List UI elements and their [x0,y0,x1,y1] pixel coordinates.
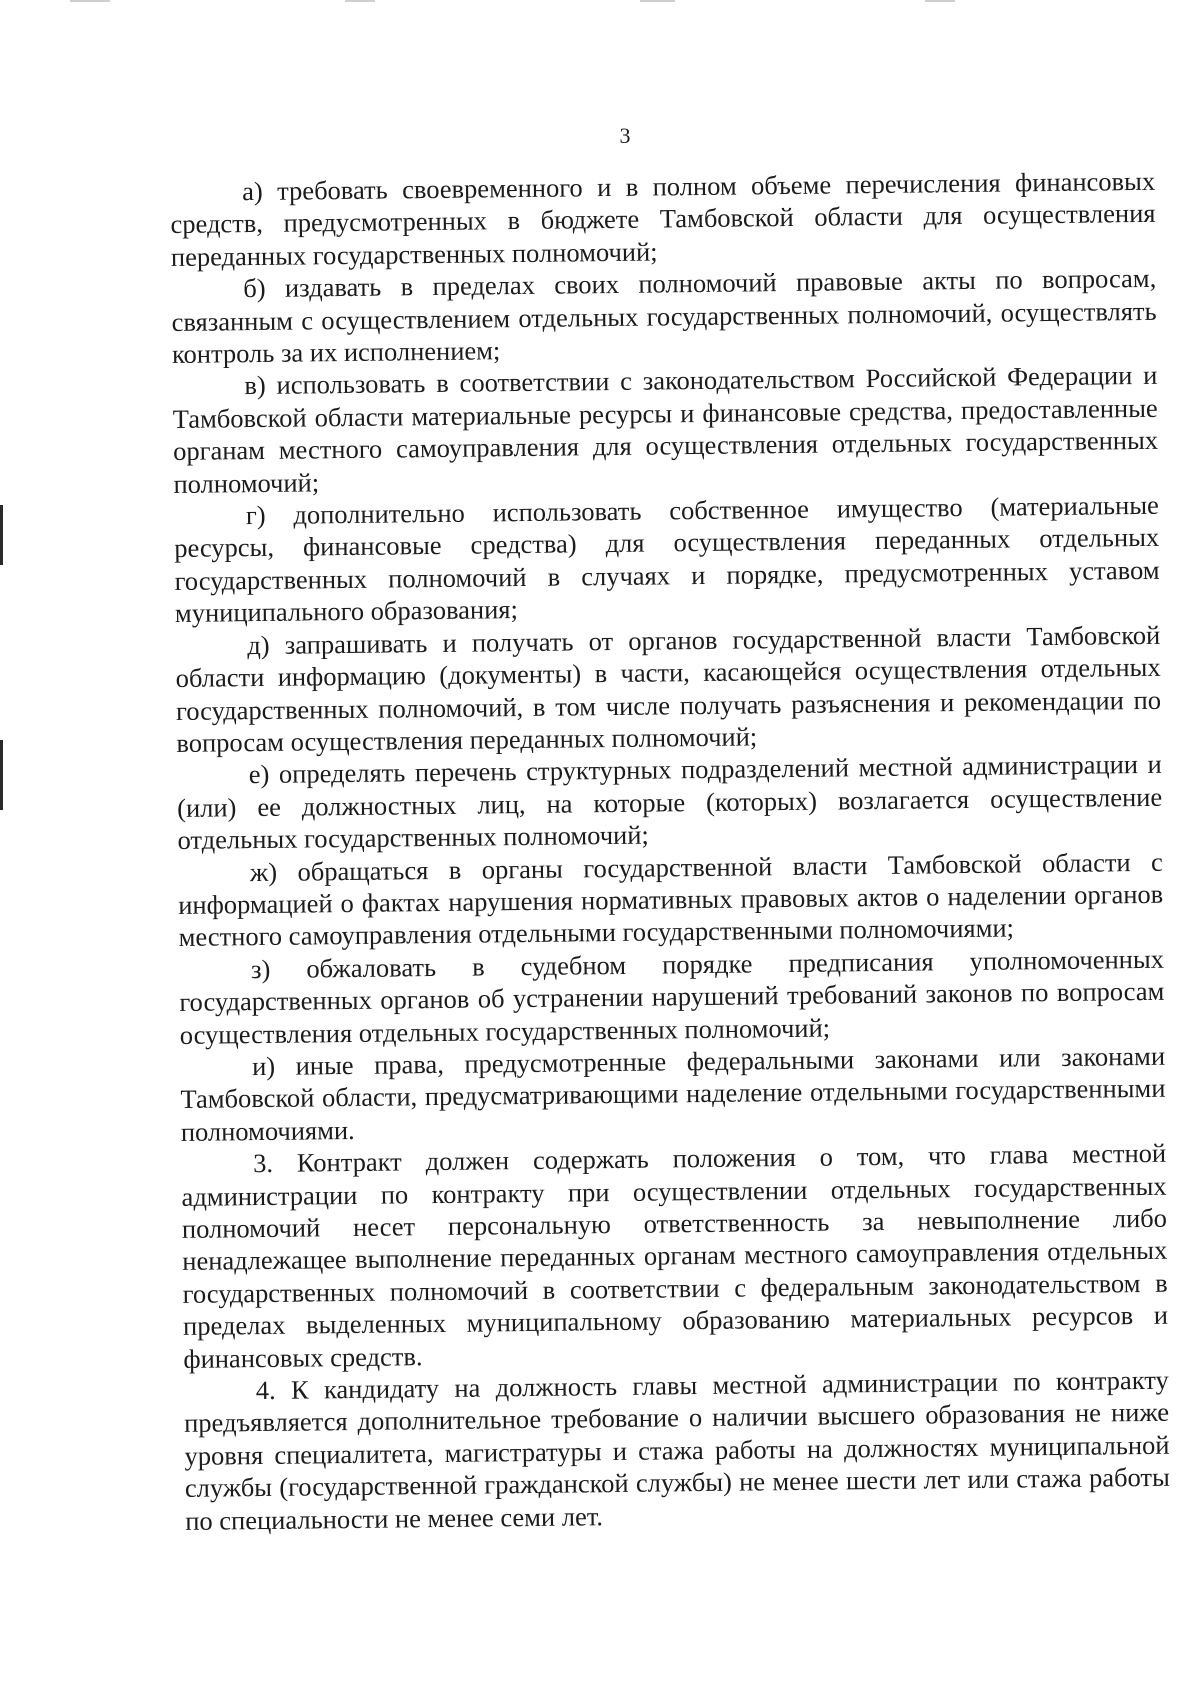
scan-speck [345,0,375,2]
scan-speck [70,0,110,2]
paragraph-clause-3: 3. Контракт должен содержать положения о том, что глава местной администрации по контракту при осуществлении отдельных государственных полномочий несет персональную ответственность за невыполнение либо ненадлежащее выполнение переданных органам местного самоуправления отдельных государственных полномочий в соответствии с федеральным законодательством в пределах выделенных муниципальному образованию материальных ресурсов и финансовых средств. [181,1137,1169,1374]
paragraph-item-v: в) использовать в соответствии с законодательством Российской Федерации и Тамбовской области материальные ресурсы и финансовые средства, предоставленные органам местного самоуправления для осуществления отдельных государственных полномочий; [172,360,1159,499]
scan-speck [640,0,675,2]
paragraph-item-i: и) иные права, предусмотренные федеральными законами или законами Тамбовской области, предусматривающими наделение отдельными государственными полномочиями. [180,1040,1166,1147]
paragraph-clause-4: 4. К кандидату на должность главы местной администрации по контракту предъявляется дополнительное требование о наличии высшего образования не ниже уровня специалитета, магистратуры и стажа работы на должностях муниципальной службы (государственной гражданской службы) не менее шести лет или стажа работы по специальности не менее семи лет. [183,1364,1170,1536]
scan-edge-mark [0,740,3,810]
paragraph-item-z: з) обжаловать в судебном порядке предписания уполномоченных государственных органов об устранении нарушений требований законов по вопросам осуществления отдельных государственных полномочий; [179,943,1165,1050]
paragraph-item-d: д) запрашивать и получать от органов государственной власти Тамбовской области информацию (документы) в части, касающейся осуществления отдельных государственных полномочий, в том числе получать разъяснения и рекомендации по вопросам осуществления переданных полномочий; [175,619,1162,758]
paragraph-item-a: а) требовать своевременного и в полном объеме перечисления финансовых средств, предусмотренных в бюджете Тамбовской области для осуществления переданных государственных полномочий; [170,165,1156,272]
paragraph-item-zh: ж) обращаться в органы государственной власти Тамбовской области с информацией о фактах нарушения нормативных правовых актов о наделении органов местного самоуправления отдельными государственными полномочиями; [178,846,1164,953]
paragraph-item-g: г) дополнительно использовать собственное имущество (материальные ресурсы, финансовые средства) для осуществления переданных отдельных государственных полномочий в случаях и порядке, предусмотренных уставом муниципального образования; [174,489,1160,629]
paragraph-item-e: е) определять перечень структурных подразделений местной администрации и (или) ее должностных лиц, на которые (которых) возлагается осуществление отдельных государственных полномочий; [176,749,1163,856]
document-body [170,165,1170,1537]
page-number: 3 [619,123,631,148]
paragraph-item-b: б) издавать в пределах своих полномочий правовые акты по вопросам, связанным с осуществлением отдельных государственных полномочий, осуществлять контроль за их исполнением; [171,263,1157,370]
scan-edge-mark [0,505,3,565]
scan-speck [925,0,955,2]
